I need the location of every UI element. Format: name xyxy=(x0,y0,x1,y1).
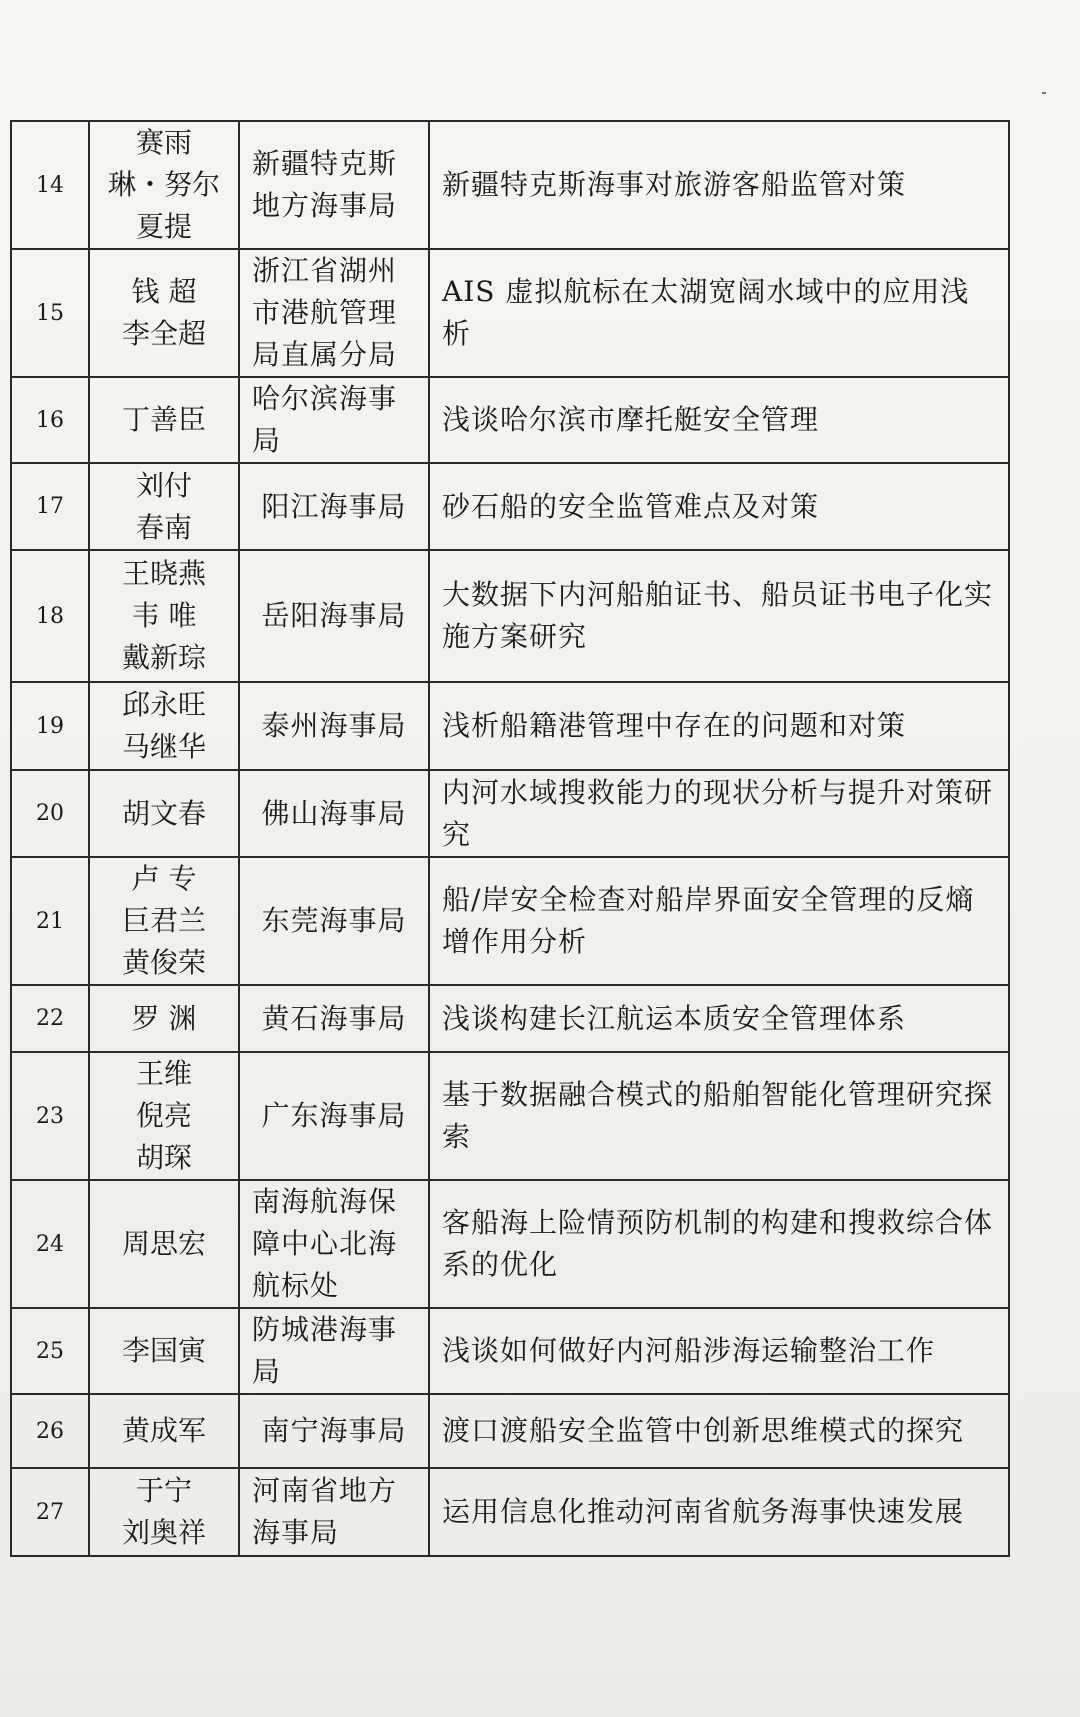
table-row xyxy=(11,1180,1009,1308)
table-row xyxy=(11,249,1009,377)
paper-title: 浅谈如何做好内河船涉海运输整治工作 xyxy=(429,1308,1009,1394)
author-name: 周思宏 xyxy=(89,1180,239,1308)
table-row xyxy=(11,1468,1009,1556)
paper-title: 基于数据融合模式的船舶智能化管理研究探索 xyxy=(429,1052,1009,1180)
author-name: 丁善臣 xyxy=(89,377,239,463)
paper-title: 客船海上险情预防机制的构建和搜救综合体系的优化 xyxy=(429,1180,1009,1308)
author-name: 罗 渊 xyxy=(89,985,239,1052)
row-number: 21 xyxy=(11,857,89,985)
organization: 岳阳海事局 xyxy=(239,550,429,682)
row-number: 14 xyxy=(11,121,89,249)
author-name: 李国寅 xyxy=(89,1308,239,1394)
organization: 东莞海事局 xyxy=(239,857,429,985)
row-number: 26 xyxy=(11,1394,89,1468)
author-name: 刘付 春南 xyxy=(89,463,239,550)
organization: 阳江海事局 xyxy=(239,463,429,550)
table-row xyxy=(11,463,1009,550)
table-row xyxy=(11,770,1009,857)
row-number: 15 xyxy=(11,249,89,377)
row-number: 27 xyxy=(11,1468,89,1556)
organization: 南海航海保障中心北海航标处 xyxy=(239,1180,429,1308)
row-number: 17 xyxy=(11,463,89,550)
awards-table xyxy=(10,120,1010,1557)
paper-title: 浅析船籍港管理中存在的问题和对策 xyxy=(429,682,1009,770)
author-name: 邱永旺 马继华 xyxy=(89,682,239,770)
paper-title: 大数据下内河船舶证书、船员证书电子化实施方案研究 xyxy=(429,550,1009,682)
table-row xyxy=(11,857,1009,985)
organization: 浙江省湖州市港航管理局直属分局 xyxy=(239,249,429,377)
table-row xyxy=(11,550,1009,682)
organization: 南宁海事局 xyxy=(239,1394,429,1468)
organization: 佛山海事局 xyxy=(239,770,429,857)
table-row xyxy=(11,985,1009,1052)
row-number: 23 xyxy=(11,1052,89,1180)
organization: 广东海事局 xyxy=(239,1052,429,1180)
paper-title: 运用信息化推动河南省航务海事快速发展 xyxy=(429,1468,1009,1556)
table-row xyxy=(11,1052,1009,1180)
author-name: 胡文春 xyxy=(89,770,239,857)
row-number: 19 xyxy=(11,682,89,770)
organization: 黄石海事局 xyxy=(239,985,429,1052)
table-row xyxy=(11,121,1009,249)
author-name: 赛雨 琳・努尔 夏提 xyxy=(89,121,239,249)
organization: 防城港海事局 xyxy=(239,1308,429,1394)
row-number: 20 xyxy=(11,770,89,857)
table-row xyxy=(11,1308,1009,1394)
paper-title: 浅谈构建长江航运本质安全管理体系 xyxy=(429,985,1009,1052)
paper-title: 新疆特克斯海事对旅游客船监管对策 xyxy=(429,121,1009,249)
paper-title: 渡口渡船安全监管中创新思维模式的探究 xyxy=(429,1394,1009,1468)
author-name: 王晓燕 韦 唯 戴新琮 xyxy=(89,550,239,682)
author-name: 于宁 刘奥祥 xyxy=(89,1468,239,1556)
table-row xyxy=(11,682,1009,770)
row-number: 24 xyxy=(11,1180,89,1308)
organization: 泰州海事局 xyxy=(239,682,429,770)
author-name: 钱 超 李全超 xyxy=(89,249,239,377)
organization: 新疆特克斯地方海事局 xyxy=(239,121,429,249)
row-number: 18 xyxy=(11,550,89,682)
organization: 河南省地方海事局 xyxy=(239,1468,429,1556)
row-number: 22 xyxy=(11,985,89,1052)
paper-title: AIS 虚拟航标在太湖宽阔水域中的应用浅析 xyxy=(429,249,1009,377)
scan-mark xyxy=(1042,92,1046,94)
author-name: 黄成军 xyxy=(89,1394,239,1468)
table-row xyxy=(11,377,1009,463)
author-name: 王维 倪亮 胡琛 xyxy=(89,1052,239,1180)
paper-title: 船/岸安全检查对船岸界面安全管理的反熵增作用分析 xyxy=(429,857,1009,985)
paper-title: 浅谈哈尔滨市摩托艇安全管理 xyxy=(429,377,1009,463)
table-row xyxy=(11,1394,1009,1468)
row-number: 25 xyxy=(11,1308,89,1394)
paper-title: 砂石船的安全监管难点及对策 xyxy=(429,463,1009,550)
author-name: 卢 专 巨君兰 黄俊荣 xyxy=(89,857,239,985)
row-number: 16 xyxy=(11,377,89,463)
paper-title: 内河水域搜救能力的现状分析与提升对策研究 xyxy=(429,770,1009,857)
organization: 哈尔滨海事局 xyxy=(239,377,429,463)
